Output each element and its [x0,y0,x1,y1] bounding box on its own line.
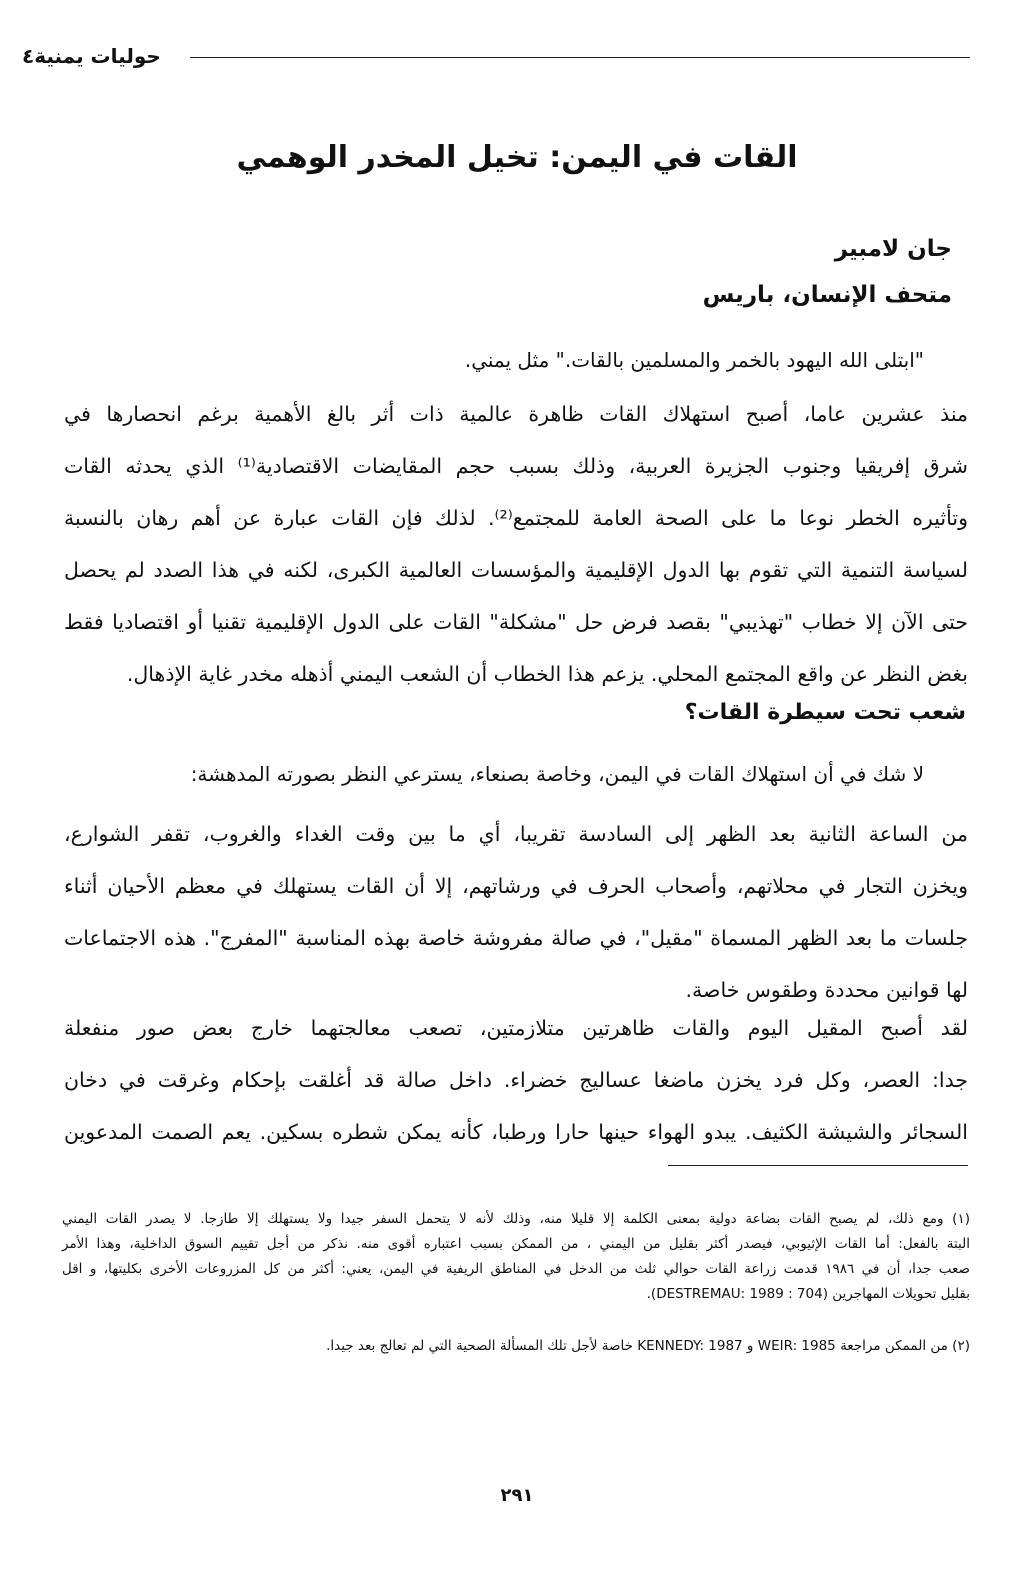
epigraph: "ابتلى الله اليهود بالخمر والمسلمين بالقات." مثل يمني. [464,348,924,372]
paragraph-1 [64,388,968,700]
paragraph-3 [64,1002,968,1158]
author-affiliation: متحف الإنسان، باريس [702,282,952,308]
footnote-line: صعب جدا، أن في ١٩٨٦ قدمت زراعة القات حوالي ثلث من الدخل في المناطق الريفية في اليمن، يعني: أكثر من كل المزروعات الأخرى بكليتها، و اقل [62,1261,970,1277]
page-number: ٢٩١ [500,1485,534,1506]
footnote-line: (١) ومع ذلك، لم يصبح القات بضاعة دولية بمعنى الكلمة إلا قليلا منه، وذلك لأنه لا يتحمل السفر جيدا ولا يستهلك إلا طازجا. لا يصدر القات اليمني [62,1211,970,1227]
paragraph-line: وتأثيره الخطر نوعا ما على الصحة العامة للمجتمع⁽²⁾. لذلك فإن القات عبارة عن أهم رهان بالنسبة [64,506,968,530]
running-header: حوليات يمنية٤ [22,44,161,68]
section-lead: لا شك في أن استهلاك القات في اليمن، وخاصة بصنعاء، يسترعي النظر بصورته المدهشة: [190,762,924,786]
paragraph-2 [64,808,968,1016]
paragraph-line: بغض النظر عن واقع المجتمع المحلي. يزعم هذا الخطاب أن الشعب اليمني أذهله مخدر غاية الإذهال. [126,662,968,686]
footnote-2 [62,1334,970,1359]
footnote-line: (٢) من الممكن مراجعة WEIR: 1985 و KENNEDY: 1987 خاصة لأجل تلك المسألة الصحية التي لم تعالج بعد جيدا. [326,1338,970,1354]
paragraph-line: ويخزن التجار في محلاتهم، وأصحاب الحرف في ورشاتهم، إلا أن القات يستهلك في معظم الأحيان أثناء [64,874,968,898]
footnote-line: بقليل تحويلات المهاجرين (DESTREMAU: 1989 : 704). [646,1286,970,1302]
footnote-line: البتة بالفعل: أما القات الإثيوبي، فيصدر أكثر بقليل من اليمني ، من الممكن بسبب اعتباره أقوى منه. نذكر من أجل تقييم السوق الداخلية، وهذا الأمر [62,1236,970,1252]
paragraph-line: لسياسة التنمية التي تقوم بها الدول الإقليمية والمؤسسات العالمية الكبرى، لكنه في هذا الصدد لم يحصل [64,558,968,582]
paragraph-line: لقد أصبح المقيل اليوم والقات ظاهرتين متلازمتين، تصعب معالجتهما خارج بعض صور منفعلة [64,1016,968,1040]
paragraph-line: من الساعة الثانية بعد الظهر إلى السادسة تقريبا، أي ما بين وقت الغداء والغروب، تقفر الشوارع، [64,822,968,846]
header-rule [190,57,970,58]
paragraph-line: حتى الآن إلا خطاب "تهذيبي" بقصد فرض حل "مشكلة" القات على الدول الإقليمية تقنيا أو اقتصاديا فقط [64,610,968,634]
article-title: القات في اليمن: تخيل المخدر الوهمي [236,140,798,175]
paragraph-line: لها قوانين محددة وطقوس خاصة. [685,978,968,1002]
author-name: جان لامبير [834,236,952,262]
paragraph-line: جلسات ما بعد الظهر المسماة "مقيل"، في صالة مفروشة خاصة بهذه المناسبة "المفرج". هذه الاجتماعات [64,926,968,950]
footnote-rule [668,1165,968,1166]
paragraph-line: السجائر والشيشة الكثيف. يبدو الهواء حينها حارا ورطبا، كأنه يمكن شطره بسكين. يعم الصمت المدعوين [64,1120,968,1144]
paragraph-line: منذ عشرين عاما، أصبح استهلاك القات ظاهرة عالمية ذات أثر بالغ الأهمية برغم انحصارها في [64,402,968,426]
footnote-1 [62,1207,970,1307]
paragraph-line: شرق إفريقيا وجنوب الجزيرة العربية، وذلك بسبب حجم المقايضات الاقتصادية⁽¹⁾ الذي يحدثه القات [64,454,968,478]
section-heading: شعب تحت سيطرة القات؟ [684,700,966,725]
paragraph-line: جدا: العصر، وكل فرد يخزن ماضغا عساليج خضراء. داخل صالة قد أغلقت بإحكام وغرقت في دخان [64,1068,968,1092]
